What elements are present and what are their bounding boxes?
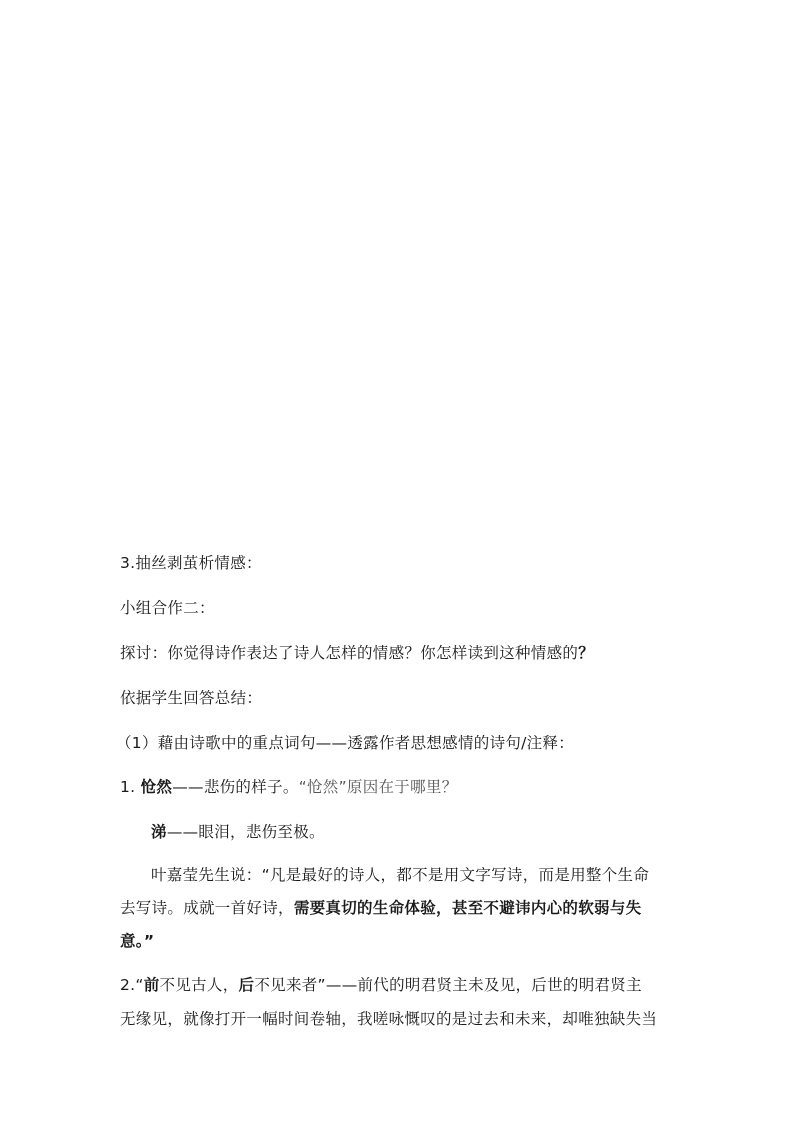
item-2-line-1: [120, 974, 642, 996]
term-qian: 前: [143, 976, 160, 994]
item-2-number: 2.“: [120, 976, 144, 994]
item-ti: [151, 821, 325, 843]
discussion-question-text: 探讨：你觉得诗作表达了诗人怎样的情感？你怎样读到这种情感的: [120, 644, 579, 662]
group-task-label: 小组合作二：: [120, 599, 215, 617]
quote-emphasis: 需要真切的生命体验，甚至不避讳内心的软弱与失: [293, 899, 642, 917]
question-mark: ？: [578, 644, 595, 662]
quote-line-2-text: 去写诗。成就一首好诗，: [120, 899, 294, 917]
term-changran-def: ——悲伤的样子。: [172, 778, 299, 796]
summary-intro: 依据学生回答总结：: [120, 689, 263, 707]
quote-line-1: 叶嘉莹先生说：“凡是最好的诗人，都不是用文字写诗，而是用整个生命: [151, 866, 650, 884]
item-1-number: 1.: [120, 778, 141, 796]
item-1: [120, 776, 458, 798]
item-2-line-2: 无缘见，就像打开一幅时间卷轴，我嗟咏慨叹的是过去和未来，却唯独缺失当: [120, 1010, 658, 1028]
point-1-heading: （1）藉由诗歌中的重点词句——透露作者思想感情的诗句/注释：: [116, 734, 575, 752]
discussion-question: [120, 642, 594, 664]
section-heading: 3.抽丝剥茧析情感：: [120, 554, 262, 572]
term-ti-def: ——眼泪，悲伤至极。: [166, 823, 325, 841]
term-ti: 涕: [151, 823, 167, 841]
item-2-text-a: 不见古人，: [159, 976, 239, 994]
quote-line-3: 意。”: [120, 932, 155, 950]
term-changran: 怆然: [140, 778, 173, 796]
quote-line-2: [120, 897, 641, 919]
item-1-question: “怆然”原因在于哪里？: [298, 778, 458, 796]
item-2-text-b: 不见来者”——前代的明君贤主未及见，后世的明君贤主: [254, 976, 642, 994]
term-hou: 后: [238, 976, 255, 994]
